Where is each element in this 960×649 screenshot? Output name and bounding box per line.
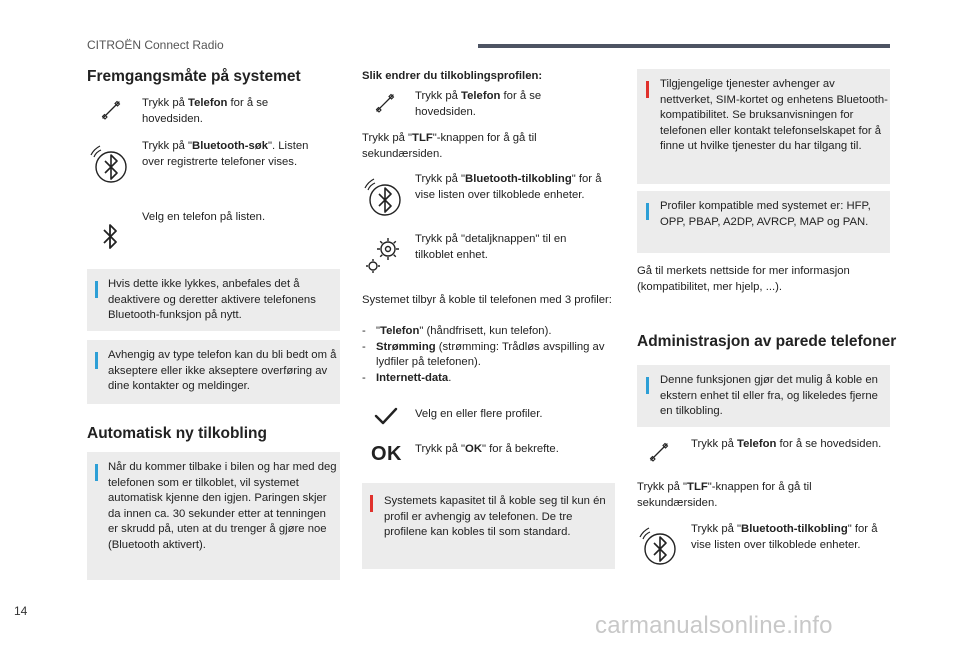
info-icon xyxy=(646,203,649,220)
info-text-retry: Hvis dette ikke lykkes, anbefales det å deaktivere og deretter aktivere telefonens Bluetooth-funksjon på nytt. xyxy=(108,278,316,321)
phone-handset-icon xyxy=(648,441,670,463)
bluetooth-search-icon xyxy=(88,143,130,185)
info-icon xyxy=(646,377,649,394)
document-header: CITROËN Connect Radio xyxy=(87,38,224,52)
step-bluetooth-connection: Trykk på "Bluetooth-tilkobling" for å vise listen over tilkoblede enheter. xyxy=(415,173,602,201)
step-detail-button: Trykk på "detaljknappen" til en tilkoblet enhet. xyxy=(415,233,567,261)
gear-icon xyxy=(364,234,408,276)
profile-item-streaming: - Strømming (strømming: Trådløs avspilling av lydfiler på telefonen). xyxy=(362,340,605,368)
step-tap-phone-3: Trykk på Telefon for å se hovedsiden. xyxy=(691,438,882,450)
step-tap-phone: Trykk på Telefon for å se hovedsiden. xyxy=(142,97,269,125)
checkmark-icon xyxy=(373,405,399,427)
info-text-profiles: Profiler kompatible med systemet er: HFP, OPP, PBAP, A2DP, AVRCP, MAP og PAN. xyxy=(660,200,871,228)
step-select-phone: Velg en telefon på listen. xyxy=(142,211,266,223)
step-bluetooth-search: Trykk på "Bluetooth-søk". Listen over registrerte telefoner vises. xyxy=(142,140,309,168)
phone-handset-icon xyxy=(374,92,396,114)
warning-text-profile-capacity: Systemets kapasitet til å koble seg til kun én profil er avhengig av telefonen. De tre profilene kan kobles til som standard. xyxy=(384,495,606,538)
watermark: carmanualsonline.info xyxy=(595,612,833,639)
bluetooth-search-icon xyxy=(362,176,404,218)
more-info-text: Gå til merkets nettside for mer informasjon (kompatibilitet, mer hjelp, ...). xyxy=(637,265,850,293)
info-text-manage: Denne funksjonen gjør det mulig å koble en ekstern enhet til eller fra, og likeledes fjerne en tilkobling. xyxy=(660,374,878,417)
step-bluetooth-connection-2: Trykk på "Bluetooth-tilkobling" for å vise listen over tilkoblede enheter. xyxy=(691,523,878,551)
bluetooth-icon xyxy=(100,222,120,252)
profiles-intro: Systemet tilbyr å koble til telefonen med 3 profiler: xyxy=(362,294,612,306)
step-confirm-ok: Trykk på "OK" for å bekrefte. xyxy=(415,443,559,455)
info-text-auto-reconnect: Når du kommer tilbake i bilen og har med deg telefonen som er tilkoblet, vil systemet automatisk kjenne den igjen. Paringen skjer da innen ca. 30 sekunder etter at tenningen er skrudd på, uten at du trenger å gjøre noe (Bluetooth aktivert). xyxy=(108,461,337,551)
warning-icon xyxy=(370,495,373,512)
info-icon xyxy=(95,352,98,369)
section-title-procedure: Fremgangsmåte på systemet xyxy=(87,68,301,85)
info-icon xyxy=(95,281,98,298)
info-text-contacts: Avhengig av type telefon kan du bli bedt om å akseptere eller ikke akseptere overføring av dine kontakter og meldinger. xyxy=(108,349,337,392)
page-number: 14 xyxy=(14,604,28,618)
profiles-list xyxy=(362,324,612,386)
step-tlf-button-2: Trykk på "TLF"-knappen for å gå til sekundærsiden. xyxy=(637,481,812,509)
profile-item-internet: - Internett-data. xyxy=(362,371,452,384)
profile-change-title: Slik endrer du tilkoblingsprofilen: xyxy=(362,70,543,82)
phone-handset-icon xyxy=(100,99,122,121)
step-tlf-button: Trykk på "TLF"-knappen for å gå til sekundærsiden. xyxy=(362,132,537,160)
warning-icon xyxy=(646,81,649,98)
section-title-auto-reconnect: Automatisk ny tilkobling xyxy=(87,425,267,442)
warning-text-services: Tilgjengelige tjenester avhenger av nettverket, SIM-kortet og enhetens Bluetooth-kompatibilitet. Se bruksanvisningen for telefonen eller kontakt telefonselskapet for å finne ut hvilke tjenester du har tilgang til. xyxy=(660,78,888,152)
step-tap-phone-2: Trykk på Telefon for å se hovedsiden. xyxy=(415,90,542,118)
section-title-paired-phones: Administrasjon av parede telefoner xyxy=(637,333,897,350)
step-select-profiles: Velg en eller flere profiler. xyxy=(415,408,543,420)
ok-button-glyph: OK xyxy=(371,443,402,465)
header-bar xyxy=(478,44,890,48)
bluetooth-search-icon xyxy=(637,525,679,567)
info-icon xyxy=(95,464,98,481)
profile-item-phone: - "Telefon" (håndfrisett, kun telefon). xyxy=(362,325,552,337)
